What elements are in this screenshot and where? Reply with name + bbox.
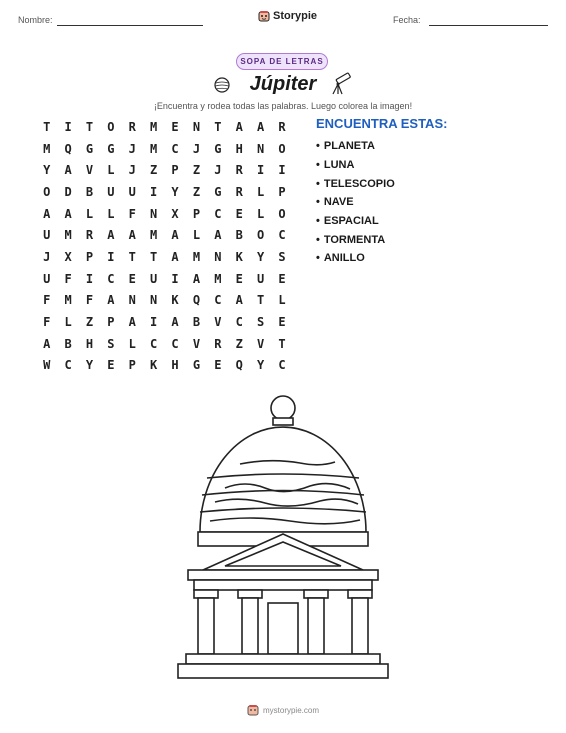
word-search-grid[interactable] (36, 116, 293, 376)
word-list-item (316, 212, 395, 231)
grid-letter[interactable]: I (107, 249, 115, 264)
grid-letter[interactable]: C (214, 293, 222, 308)
bullet: • (316, 233, 320, 246)
grid-letter[interactable]: I (150, 184, 158, 199)
grid-letter[interactable]: A (128, 315, 136, 330)
date-field[interactable] (429, 25, 548, 26)
bullet: • (316, 196, 320, 209)
grid-letter[interactable]: C (235, 315, 243, 330)
grid-letter[interactable]: X (64, 249, 72, 264)
grid-letter[interactable]: A (107, 228, 115, 243)
grid-letter[interactable]: I (256, 163, 265, 178)
grid-letter[interactable]: N (150, 293, 158, 308)
grid-letter[interactable]: M (214, 271, 222, 286)
grid-letter[interactable]: B (235, 228, 243, 243)
grid-letter[interactable]: E (235, 206, 243, 221)
bullet: • (316, 252, 320, 265)
grid-letter[interactable]: H (171, 358, 179, 373)
bullet: • (316, 215, 320, 228)
grid-letter[interactable]: T (278, 336, 286, 351)
grid-letter[interactable]: E (128, 271, 136, 286)
grid-letter[interactable]: T (85, 119, 94, 134)
grid-letter[interactable]: I (150, 315, 158, 330)
grid-letter[interactable]: X (171, 206, 179, 221)
grid-letter[interactable]: L (128, 336, 136, 351)
grid-letter[interactable]: C (150, 336, 158, 351)
grid-letter[interactable]: U (256, 271, 265, 286)
grid-letter[interactable]: U (107, 184, 115, 199)
grid-letter[interactable]: C (278, 228, 286, 243)
grid-letter[interactable]: U (150, 271, 158, 286)
grid-letter[interactable]: N (214, 249, 222, 264)
observatory-jupiter-illustration (170, 390, 396, 690)
word-list-item (316, 249, 395, 268)
grid-letter[interactable]: S (256, 315, 265, 330)
grid-letter[interactable]: E (214, 358, 222, 373)
grid-letter[interactable]: P (85, 249, 94, 264)
grid-letter[interactable]: C (171, 141, 179, 156)
storypie-footer-logo-icon (247, 704, 259, 716)
grid-letter[interactable]: R (214, 336, 222, 351)
grid-letter[interactable]: Y (85, 358, 94, 373)
grid-letter[interactable]: H (85, 336, 94, 351)
grid-letter[interactable]: Z (85, 315, 94, 330)
grid-letter[interactable]: C (107, 271, 115, 286)
grid-letter[interactable]: L (107, 206, 115, 221)
grid-letter[interactable]: E (171, 119, 179, 134)
grid-letter[interactable]: Z (150, 163, 158, 178)
grid-letter[interactable]: J (43, 249, 51, 264)
grid-letter[interactable]: A (256, 119, 265, 134)
grid-letter[interactable]: Z (192, 184, 201, 199)
puzzle-type-badge: SOPA DE LETRAS (236, 53, 328, 70)
grid-letter[interactable]: T (150, 249, 158, 264)
grid-letter[interactable]: C (214, 206, 222, 221)
grid-letter[interactable]: M (64, 293, 72, 308)
word-label: PLANETA (323, 140, 375, 153)
grid-letter[interactable]: O (278, 141, 286, 156)
bullet: • (316, 140, 320, 153)
grid-letter[interactable]: J (214, 163, 222, 178)
grid-letter[interactable]: T (214, 119, 222, 134)
grid-letter[interactable]: Z (235, 336, 243, 351)
grid-letter[interactable]: G (85, 141, 94, 156)
grid-letter[interactable]: E (278, 271, 286, 286)
grid-letter[interactable]: Z (192, 163, 201, 178)
grid-letter[interactable]: I (85, 271, 94, 286)
grid-letter[interactable]: W (43, 358, 51, 373)
grid-letter[interactable]: E (235, 271, 243, 286)
grid-letter[interactable]: A (235, 293, 243, 308)
grid-letter[interactable]: A (43, 336, 51, 351)
footer-url[interactable]: mystorypie.com (262, 705, 319, 715)
word-list-title: ENCUENTRA ESTAS: (316, 116, 448, 131)
word-list-item (316, 193, 395, 212)
word-label: TELESCOPIO (323, 177, 395, 190)
grid-letter[interactable]: A (128, 228, 136, 243)
word-label: TORMENTA (323, 233, 386, 246)
grid-letter[interactable]: N (150, 206, 158, 221)
grid-letter[interactable]: G (107, 141, 115, 156)
grid-letter[interactable]: P (128, 358, 136, 373)
grid-letter[interactable]: A (171, 249, 179, 264)
bullet: • (316, 177, 320, 190)
grid-letter[interactable]: F (128, 206, 136, 221)
grid-letter[interactable]: P (278, 184, 286, 199)
grid-letter[interactable]: P (171, 163, 179, 178)
grid-letter[interactable]: K (235, 249, 243, 264)
grid-letter[interactable]: Y (256, 358, 265, 373)
grid-letter[interactable]: M (64, 228, 72, 243)
storypie-logo-icon (258, 10, 270, 22)
grid-letter[interactable]: M (43, 141, 51, 156)
grid-letter[interactable]: K (150, 358, 158, 373)
grid-letter[interactable]: R (235, 163, 243, 178)
grid-letter[interactable]: B (85, 184, 94, 199)
grid-letter[interactable]: Y (171, 184, 179, 199)
grid-letter[interactable]: Q (192, 293, 201, 308)
word-list-item (316, 174, 395, 193)
grid-letter[interactable]: U (128, 184, 136, 199)
grid-letter[interactable]: I (278, 163, 286, 178)
grid-letter[interactable]: M (150, 141, 158, 156)
grid-letter[interactable]: O (107, 119, 115, 134)
grid-letter[interactable]: A (64, 163, 72, 178)
grid-letter[interactable]: A (43, 206, 51, 221)
grid-letter[interactable]: R (128, 119, 136, 134)
grid-letter[interactable]: P (107, 315, 115, 330)
grid-letter[interactable]: E (278, 315, 286, 330)
grid-letter[interactable]: Q (64, 141, 72, 156)
date-label: Fecha: (393, 15, 421, 25)
word-list (316, 137, 395, 268)
grid-letter[interactable]: F (85, 293, 94, 308)
bullet: • (316, 159, 320, 172)
grid-letter[interactable]: A (171, 315, 179, 330)
grid-letter[interactable]: K (171, 293, 179, 308)
word-label: ESPACIAL (323, 215, 379, 228)
word-list-item (316, 156, 395, 175)
grid-letter[interactable]: C (171, 336, 179, 351)
grid-letter[interactable]: A (192, 271, 201, 286)
grid-letter[interactable]: L (256, 206, 265, 221)
grid-letter[interactable]: J (128, 163, 136, 178)
word-list-item (316, 230, 395, 249)
grid-letter[interactable]: Q (235, 358, 243, 373)
page-title: Júpiter (249, 73, 317, 95)
telescope-icon (328, 70, 354, 96)
grid-letter[interactable]: R (278, 119, 286, 134)
grid-letter[interactable]: V (214, 315, 222, 330)
grid-letter[interactable]: D (64, 184, 72, 199)
grid-letter[interactable]: L (192, 228, 201, 243)
grid-letter[interactable]: A (214, 228, 222, 243)
grid-letter[interactable]: J (192, 141, 201, 156)
grid-letter[interactable]: T (128, 249, 136, 264)
grid-letter[interactable]: O (278, 206, 286, 221)
grid-letter[interactable]: L (256, 184, 265, 199)
name-label: Nombre: (18, 15, 53, 25)
grid-letter[interactable]: S (107, 336, 115, 351)
grid-letter[interactable]: N (128, 293, 136, 308)
grid-letter[interactable]: G (214, 184, 222, 199)
grid-letter[interactable]: B (192, 315, 201, 330)
grid-letter[interactable]: A (235, 119, 243, 134)
grid-letter[interactable]: O (256, 228, 265, 243)
grid-letter[interactable]: N (256, 141, 265, 156)
grid-letter[interactable]: R (85, 228, 94, 243)
word-list-item (316, 137, 395, 156)
grid-letter[interactable]: I (64, 119, 72, 134)
grid-letter[interactable]: Y (256, 249, 265, 264)
grid-letter[interactable]: A (171, 228, 179, 243)
grid-letter[interactable]: V (256, 336, 265, 351)
grid-letter[interactable]: J (128, 141, 136, 156)
grid-letter[interactable]: F (64, 271, 72, 286)
grid-letter[interactable]: G (214, 141, 222, 156)
footer (0, 704, 566, 716)
grid-letter[interactable]: H (235, 141, 243, 156)
grid-letter[interactable]: O (43, 184, 51, 199)
grid-letter[interactable]: V (192, 336, 201, 351)
word-label: NAVE (323, 196, 354, 209)
grid-letter[interactable]: L (64, 315, 72, 330)
grid-letter[interactable]: U (43, 228, 51, 243)
grid-letter[interactable]: C (278, 358, 286, 373)
word-label: LUNA (323, 159, 355, 172)
grid-letter[interactable]: I (171, 271, 179, 286)
grid-letter[interactable]: A (64, 206, 72, 221)
grid-letter[interactable]: C (64, 358, 72, 373)
grid-letter[interactable]: B (64, 336, 72, 351)
grid-letter[interactable]: L (278, 293, 286, 308)
grid-letter[interactable]: R (235, 184, 243, 199)
grid-letter[interactable]: G (192, 358, 201, 373)
storypie-brand (258, 10, 317, 22)
grid-letter[interactable]: L (85, 206, 94, 221)
grid-letter[interactable]: F (43, 293, 51, 308)
name-field[interactable] (57, 25, 203, 26)
grid-letter[interactable]: S (278, 249, 286, 264)
instructions: ¡Encuentra y rodea todas las palabras. Luego colorea la imagen! (153, 101, 413, 111)
grid-letter[interactable]: U (43, 271, 51, 286)
grid-letter[interactable]: M (150, 228, 158, 243)
grid-letter[interactable]: T (256, 293, 265, 308)
grid-letter[interactable]: N (192, 119, 201, 134)
grid-letter[interactable]: L (107, 163, 115, 178)
grid-letter[interactable]: T (43, 119, 51, 134)
grid-letter[interactable]: A (107, 293, 115, 308)
word-label: ANILLO (323, 252, 365, 265)
grid-letter[interactable]: M (150, 119, 158, 134)
brand-name: Storypie (273, 10, 318, 22)
grid-letter[interactable]: Y (43, 163, 51, 178)
grid-letter[interactable]: E (107, 358, 115, 373)
grid-letter[interactable]: M (192, 249, 201, 264)
grid-letter[interactable]: F (43, 315, 51, 330)
grid-letter[interactable]: V (85, 163, 94, 178)
grid-letter[interactable]: P (192, 206, 201, 221)
